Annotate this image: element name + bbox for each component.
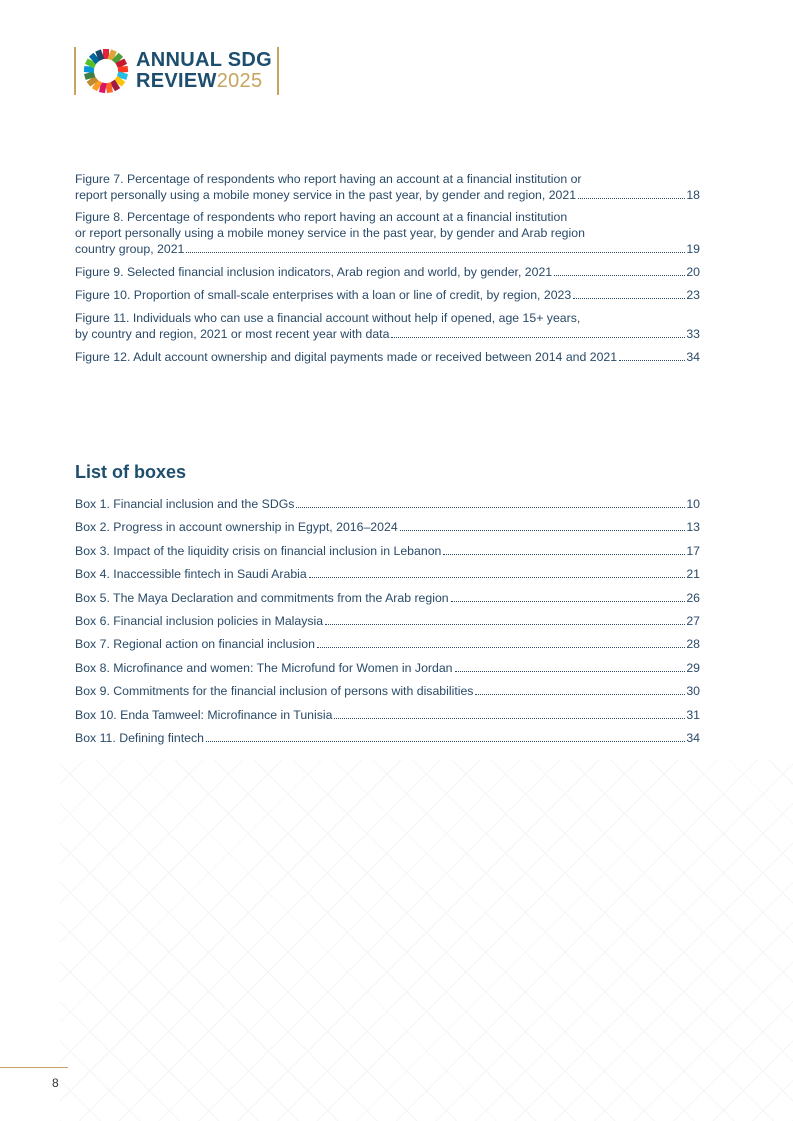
figure-entry[interactable]: [75, 349, 700, 365]
dot-leader: [296, 507, 685, 508]
entry-page[interactable]: 13: [686, 520, 700, 535]
box-entry[interactable]: [75, 683, 700, 699]
entry-title[interactable]: by country and region, 2021 or most recent year with data: [75, 327, 390, 341]
entry-line: Figure 11. Individuals who can use a financial account without help if opened, age 15+ years,: [75, 311, 581, 325]
sdg-wheel-icon: [83, 48, 129, 94]
entry-title[interactable]: Box 9. Commitments for the financial inclusion of persons with disabilities: [75, 684, 474, 699]
entry-page[interactable]: 33: [686, 327, 700, 341]
entry-page[interactable]: 28: [686, 637, 700, 652]
dot-leader: [400, 530, 686, 531]
entry-page[interactable]: 27: [686, 614, 700, 628]
dot-leader: [325, 624, 685, 625]
entry-title[interactable]: Box 10. Enda Tamweel: Microfinance in Tunisia: [75, 707, 333, 722]
logo-line2: REVIEW: [136, 70, 217, 92]
entry-page[interactable]: 34: [686, 731, 700, 745]
entry-page[interactable]: 21: [686, 567, 700, 582]
dot-leader: [391, 337, 685, 338]
figure-entry[interactable]: [75, 264, 700, 280]
logo: [74, 46, 279, 96]
entry-title[interactable]: Figure 9. Selected financial inclusion indicators, Arab region and world, by gender, 2021: [75, 265, 553, 279]
logo-divider: [277, 47, 279, 95]
dot-leader: [317, 647, 685, 648]
dot-leader: [455, 671, 686, 672]
entry-title[interactable]: Box 5. The Maya Declaration and commitments from the Arab region: [75, 590, 449, 605]
page-number: 8: [52, 1076, 59, 1090]
box-entry[interactable]: [75, 707, 700, 723]
entry-line: Figure 8. Percentage of respondents who report having an account at a financial institution: [75, 210, 568, 224]
box-entry[interactable]: [75, 660, 700, 676]
dot-leader: [186, 252, 685, 253]
entry-line: Figure 7. Percentage of respondents who report having an account at a financial institution or: [75, 172, 582, 186]
entry-title[interactable]: Figure 12. Adult account ownership and digital payments made or received between 2014 and 2021: [75, 350, 618, 364]
entry-title[interactable]: Box 6. Financial inclusion policies in Malaysia: [75, 614, 324, 628]
entry-page[interactable]: 31: [686, 707, 700, 722]
box-entry[interactable]: [75, 543, 700, 559]
entry-title[interactable]: Box 1. Financial inclusion and the SDGs: [75, 497, 295, 511]
logo-line1: ANNUAL SDG: [136, 49, 272, 71]
dot-leader: [309, 577, 686, 578]
entry-page[interactable]: 26: [686, 590, 700, 605]
entry-page[interactable]: 23: [686, 288, 700, 302]
logo-year: 2025: [216, 70, 263, 92]
entry-page[interactable]: 10: [686, 497, 700, 511]
entry-title[interactable]: Box 2. Progress in account ownership in Egypt, 2016–2024: [75, 520, 398, 535]
box-entry[interactable]: [75, 730, 700, 746]
box-entry[interactable]: [75, 590, 700, 606]
dot-leader: [451, 601, 686, 602]
entry-page[interactable]: 34: [686, 350, 700, 364]
footer-rule: [0, 1067, 68, 1068]
entry-page[interactable]: 18: [686, 188, 700, 202]
entry-title[interactable]: Box 7. Regional action on financial inclusion: [75, 637, 315, 652]
figure-entry[interactable]: [75, 287, 700, 303]
dot-leader: [554, 275, 685, 276]
box-entry[interactable]: [75, 636, 700, 652]
entry-page[interactable]: 29: [686, 660, 700, 675]
dot-leader: [475, 694, 685, 695]
entry-page[interactable]: 20: [686, 265, 700, 279]
dot-leader: [206, 741, 685, 742]
dot-leader: [334, 718, 685, 719]
dot-leader: [443, 554, 685, 555]
box-entry[interactable]: [75, 566, 700, 582]
entry-title[interactable]: Figure 10. Proportion of small-scale enterprises with a loan or line of credit, by region, 2023: [75, 288, 572, 302]
logo-divider: [74, 47, 76, 95]
dot-leader: [578, 198, 685, 199]
dot-leader: [573, 298, 685, 299]
entry-title[interactable]: Box 4. Inaccessible fintech in Saudi Arabia: [75, 567, 307, 582]
box-entry[interactable]: [75, 613, 700, 629]
box-entry[interactable]: [75, 519, 700, 535]
boxes-heading: List of boxes: [75, 462, 187, 482]
dot-leader: [619, 360, 685, 361]
entry-page[interactable]: 30: [686, 684, 700, 699]
entry-title[interactable]: report personally using a mobile money service in the past year, by gender and region, 2021: [75, 188, 577, 202]
figure-entry[interactable]: [75, 171, 700, 203]
entry-title[interactable]: Box 8. Microfinance and women: The Microfund for Women in Jordan: [75, 660, 453, 675]
entry-title[interactable]: Box 3. Impact of the liquidity crisis on financial inclusion in Lebanon: [75, 543, 442, 558]
box-entry[interactable]: [75, 496, 700, 512]
figure-entry[interactable]: [75, 310, 700, 342]
entry-line: or report personally using a mobile money service in the past year, by gender and Arab region: [75, 226, 585, 240]
entry-title[interactable]: Box 11. Defining fintech: [75, 731, 204, 745]
background-pattern: [60, 760, 793, 1121]
entry-page[interactable]: 19: [686, 242, 700, 256]
entry-page[interactable]: 17: [686, 543, 700, 558]
entry-title[interactable]: country group, 2021: [75, 242, 185, 256]
figure-entry[interactable]: [75, 209, 700, 257]
